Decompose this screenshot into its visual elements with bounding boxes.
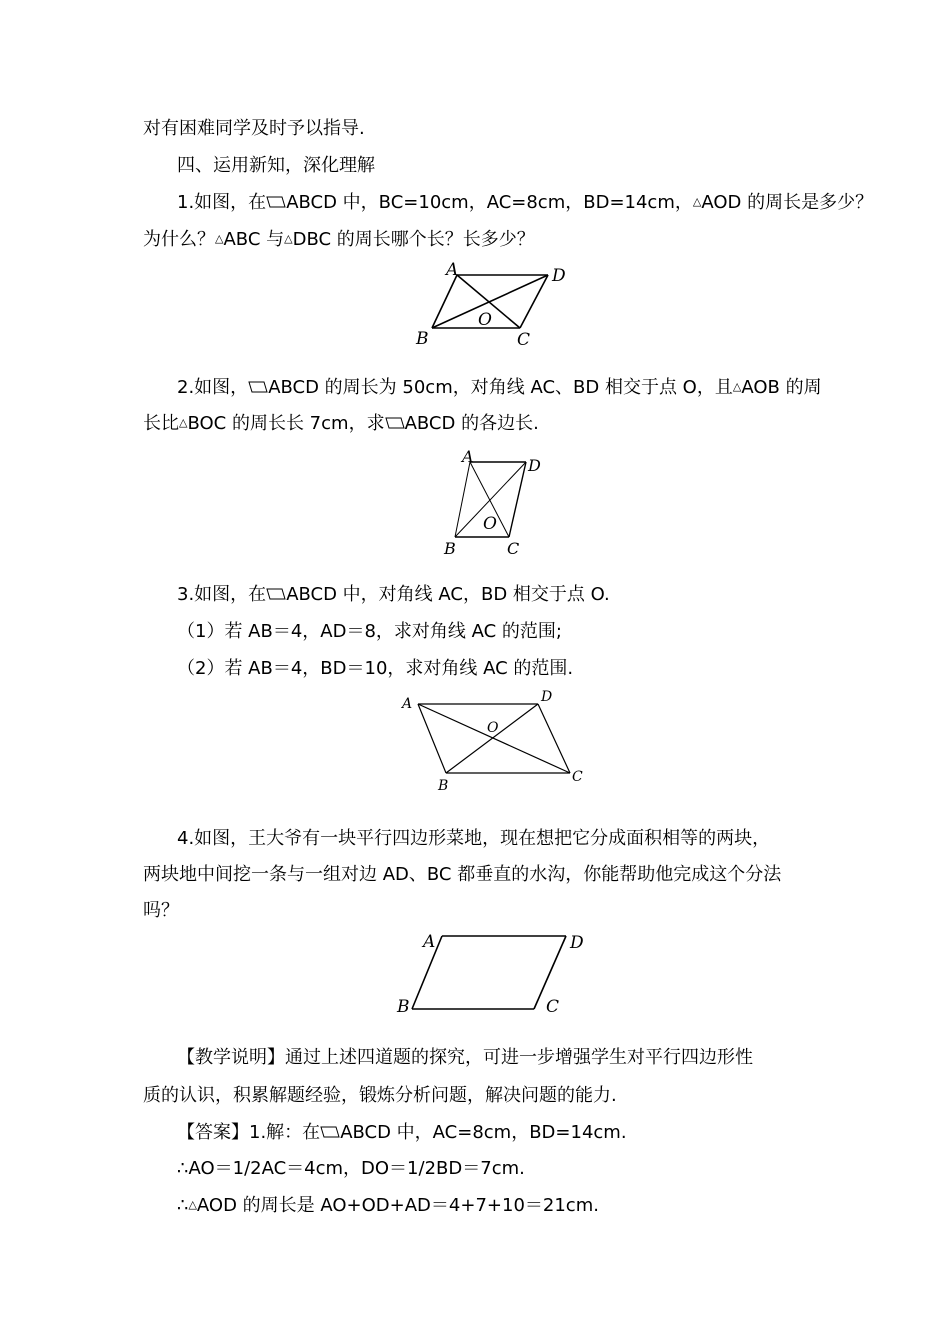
problem-1-line-2 <box>143 228 535 251</box>
problem-3-line-1 <box>177 584 610 606</box>
problem-1-text: ABC 与 <box>223 229 285 250</box>
triangle-icon: △ <box>284 232 293 245</box>
problem-4-line-2: 两块地中间挖一条与一组对边 AD、BC 都垂直的水沟，你能帮助他完成这个分法 <box>143 864 782 885</box>
answer-text: AOD 的周长是 AO+OD+AD＝4+7+10＝21cm. <box>196 1195 599 1216</box>
figure-3-parallelogram <box>396 684 592 796</box>
answer-line-2: ∴AO＝1/2AC＝4cm，DO＝1/2BD＝7cm. <box>177 1158 525 1179</box>
section-heading: 四、运用新知，深化理解 <box>177 155 375 176</box>
problem-4-line-3: 吗？ <box>143 900 179 921</box>
vertex-label-d: D <box>528 456 541 475</box>
problem-1-text: DBC 的周长哪个长？长多少？ <box>292 229 535 250</box>
vertex-label-o: O <box>487 720 499 736</box>
answer-text: ∴ <box>177 1195 189 1216</box>
problem-2-text: 2.如图， <box>177 377 249 398</box>
problem-3-part-2: （2）若 AB＝4，BD＝10，求对角线 AC 的范围. <box>177 658 574 679</box>
problem-1-line-1 <box>177 191 873 214</box>
problem-2-text: AOB 的周 <box>741 377 822 398</box>
problem-3-text: 3.如图，在 <box>177 584 267 605</box>
figure-2-parallelogram <box>440 446 550 558</box>
problem-4-line-1: 4.如图，王大爷有一块平行四边形菜地，现在想把它分成面积相等的两块， <box>177 828 771 849</box>
vertex-label-b: B <box>438 778 449 794</box>
parallelogram-icon <box>266 588 286 600</box>
triangle-icon: △ <box>215 232 224 245</box>
parallelogram-icon <box>320 1126 340 1138</box>
vertex-label-o: O <box>478 310 492 330</box>
figure-1-parallelogram <box>410 258 580 350</box>
vertex-label-c: C <box>572 769 583 785</box>
problem-2-line-2 <box>143 412 539 435</box>
answer-text: 【答案】1.解：在 <box>177 1122 321 1143</box>
problem-3-text: ABCD 中，对角线 AC，BD 相交于点 O. <box>286 584 610 605</box>
answer-text: ABCD 中，AC=8cm，BD=14cm. <box>340 1122 627 1143</box>
vertex-label-c: C <box>546 997 560 1017</box>
vertex-label-b: B <box>444 539 456 558</box>
answer-line-3 <box>177 1194 599 1217</box>
triangle-icon: △ <box>692 195 702 208</box>
vertex-label-a: A <box>462 447 474 466</box>
parallelogram-icon <box>385 417 405 429</box>
problem-2-text: 长比 <box>143 413 179 434</box>
triangle-icon: △ <box>179 416 188 429</box>
teaching-note-line-2: 质的认识，积累解题经验，锻炼分析问题，解决问题的能力. <box>143 1085 617 1106</box>
problem-2-text: BOC 的周长长 7cm，求 <box>187 413 385 434</box>
problem-1-text: 1.如图，在 <box>177 192 267 213</box>
problem-2-text: ABCD 的周长为 50cm，对角线 AC、BD 相交于点 O，且 <box>268 377 733 398</box>
vertex-label-d: D <box>570 933 584 953</box>
parallelogram-icon <box>266 196 286 208</box>
vertex-label-c: C <box>517 330 531 350</box>
problem-2-text: ABCD 的各边长. <box>404 413 539 434</box>
parallelogram-icon <box>248 381 268 393</box>
answer-line-1 <box>177 1122 627 1144</box>
problem-1-text: AOD 的周长是多少？ <box>701 192 874 213</box>
vertex-label-c: C <box>507 539 520 558</box>
teaching-note-line-1: 【教学说明】通过上述四道题的探究，可进一步增强学生对平行四边形性 <box>177 1047 753 1068</box>
figure-4-parallelogram <box>392 926 592 1018</box>
vertex-label-a: A <box>446 260 459 280</box>
vertex-label-o: O <box>483 514 497 534</box>
problem-1-text: 为什么？ <box>143 229 215 250</box>
problem-2-line-1 <box>177 376 822 399</box>
vertex-label-b: B <box>397 997 410 1017</box>
vertex-label-d: D <box>541 689 553 705</box>
triangle-icon: △ <box>732 380 742 393</box>
vertex-label-d: D <box>552 266 566 286</box>
problem-1-text: ABCD 中，BC=10cm，AC=8cm，BD=14cm， <box>286 192 693 213</box>
problem-3-part-1: （1）若 AB＝4，AD＝8，求对角线 AC 的范围; <box>177 621 562 642</box>
text-line-1: 对有困难同学及时予以指导. <box>143 118 365 139</box>
vertex-label-a: A <box>402 696 413 712</box>
vertex-label-a: A <box>423 932 436 952</box>
vertex-label-b: B <box>416 329 429 349</box>
triangle-icon: △ <box>188 1198 197 1211</box>
